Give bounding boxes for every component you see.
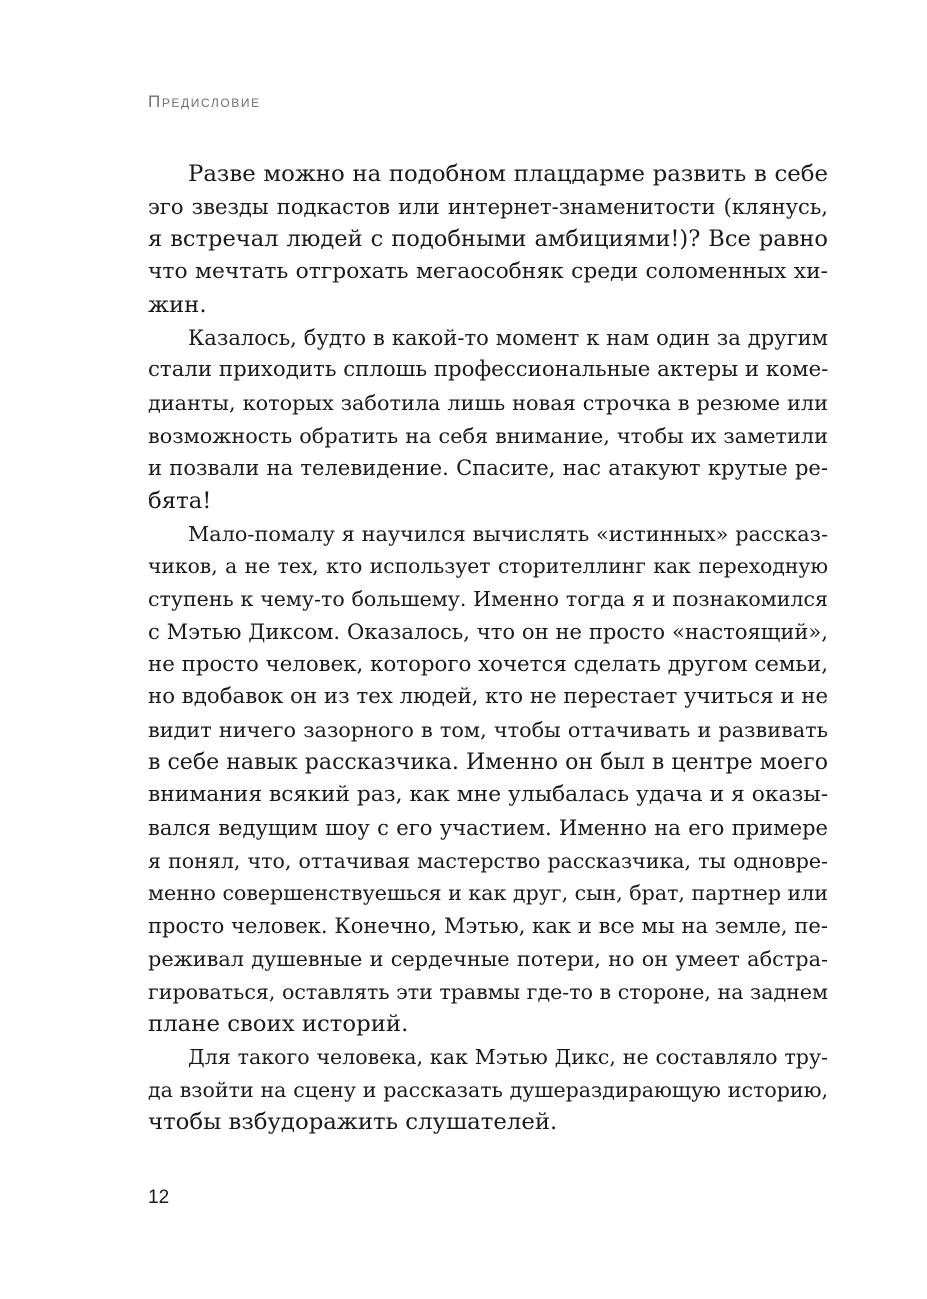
text-line: Мало-помалу я научился вычислять «истинных» рассказ-: [188, 521, 828, 546]
text-line: Разве можно на подобном плацдарме развить в себе: [188, 161, 828, 187]
text-line: внимания всякий раз, как мне улыбалась удача и я оказы-: [148, 782, 829, 808]
text-line: не просто человек, которого хочется сделать другом семьи,: [148, 651, 828, 677]
text-line: дианты, которых заботила лишь новая строчка в резюме или: [148, 390, 828, 415]
text-line: реживал душевные и сердечные потери, но он умеет абстра-: [148, 946, 828, 971]
text-line: но вдобавок он из тех людей, кто не перестает учиться и не: [148, 684, 829, 710]
text-line: жин.: [148, 291, 207, 318]
text-line: я понял, что, оттачивая мастерство рассказчика, ты одновре-: [148, 848, 828, 873]
text-line: да взойти на сцену и рассказать душераздирающую историю,: [148, 1077, 828, 1102]
paragraph: [148, 518, 828, 1041]
text-line: гироваться, оставлять эти травмы где-то в стороне, на заднем: [148, 979, 828, 1004]
text-line: что мечтать отгрохать мегаособняк среди соломенных хи-: [148, 259, 828, 285]
text-line: возможность обратить на себя внимание, чтобы их заметили: [148, 423, 828, 448]
text-line: эго звезды подкастов или интернет-знаменитости (клянусь,: [148, 193, 828, 219]
paragraph: [148, 1041, 828, 1139]
body-text: [148, 158, 828, 1139]
text-line: Для такого человека, как Мэтью Дикс, не составляло тру-: [188, 1044, 828, 1069]
text-line: в себе навык рассказчика. Именно он был в центре моего: [148, 749, 828, 775]
paragraph: [148, 158, 828, 322]
page-number: 12: [148, 1187, 170, 1208]
text-line: вался ведущим шоу с его участием. Именно на его примере: [148, 815, 828, 841]
text-line: просто человек. Конечно, Мэтью, как и все мы на земле, пе-: [148, 913, 828, 939]
text-line: чиков, а не тех, кто использует сторителлинг как переходную: [148, 554, 828, 579]
text-line: менно совершенствуешься и как друг, сын, брат, партнер или: [148, 881, 828, 906]
text-line: и позвали на телевидение. Спасите, нас атакуют крутые ре-: [148, 455, 828, 481]
text-line: плане своих историй.: [148, 1011, 409, 1038]
text-line: Казалось, будто в какой-то момент к нам один за другим: [188, 324, 828, 350]
text-line: ступень к чему-то большему. Именно тогда я и познакомился: [148, 587, 828, 612]
text-line: стали приходить сплошь профессиональные актеры и коме-: [148, 357, 829, 383]
text-line: чтобы взбудоражить слушателей.: [148, 1109, 558, 1136]
text-line: я встречал людей с подобными амбициями!)? Все равно: [148, 226, 828, 253]
text-line: видит ничего зазорного в том, чтобы оттачивать и развивать: [148, 717, 828, 742]
paragraph: [148, 322, 828, 518]
text-line: бята!: [148, 488, 212, 515]
running-head: Предисловие: [148, 92, 261, 111]
text-line: с Мэтью Диксом. Оказалось, что он не просто «настоящий»,: [148, 618, 828, 644]
